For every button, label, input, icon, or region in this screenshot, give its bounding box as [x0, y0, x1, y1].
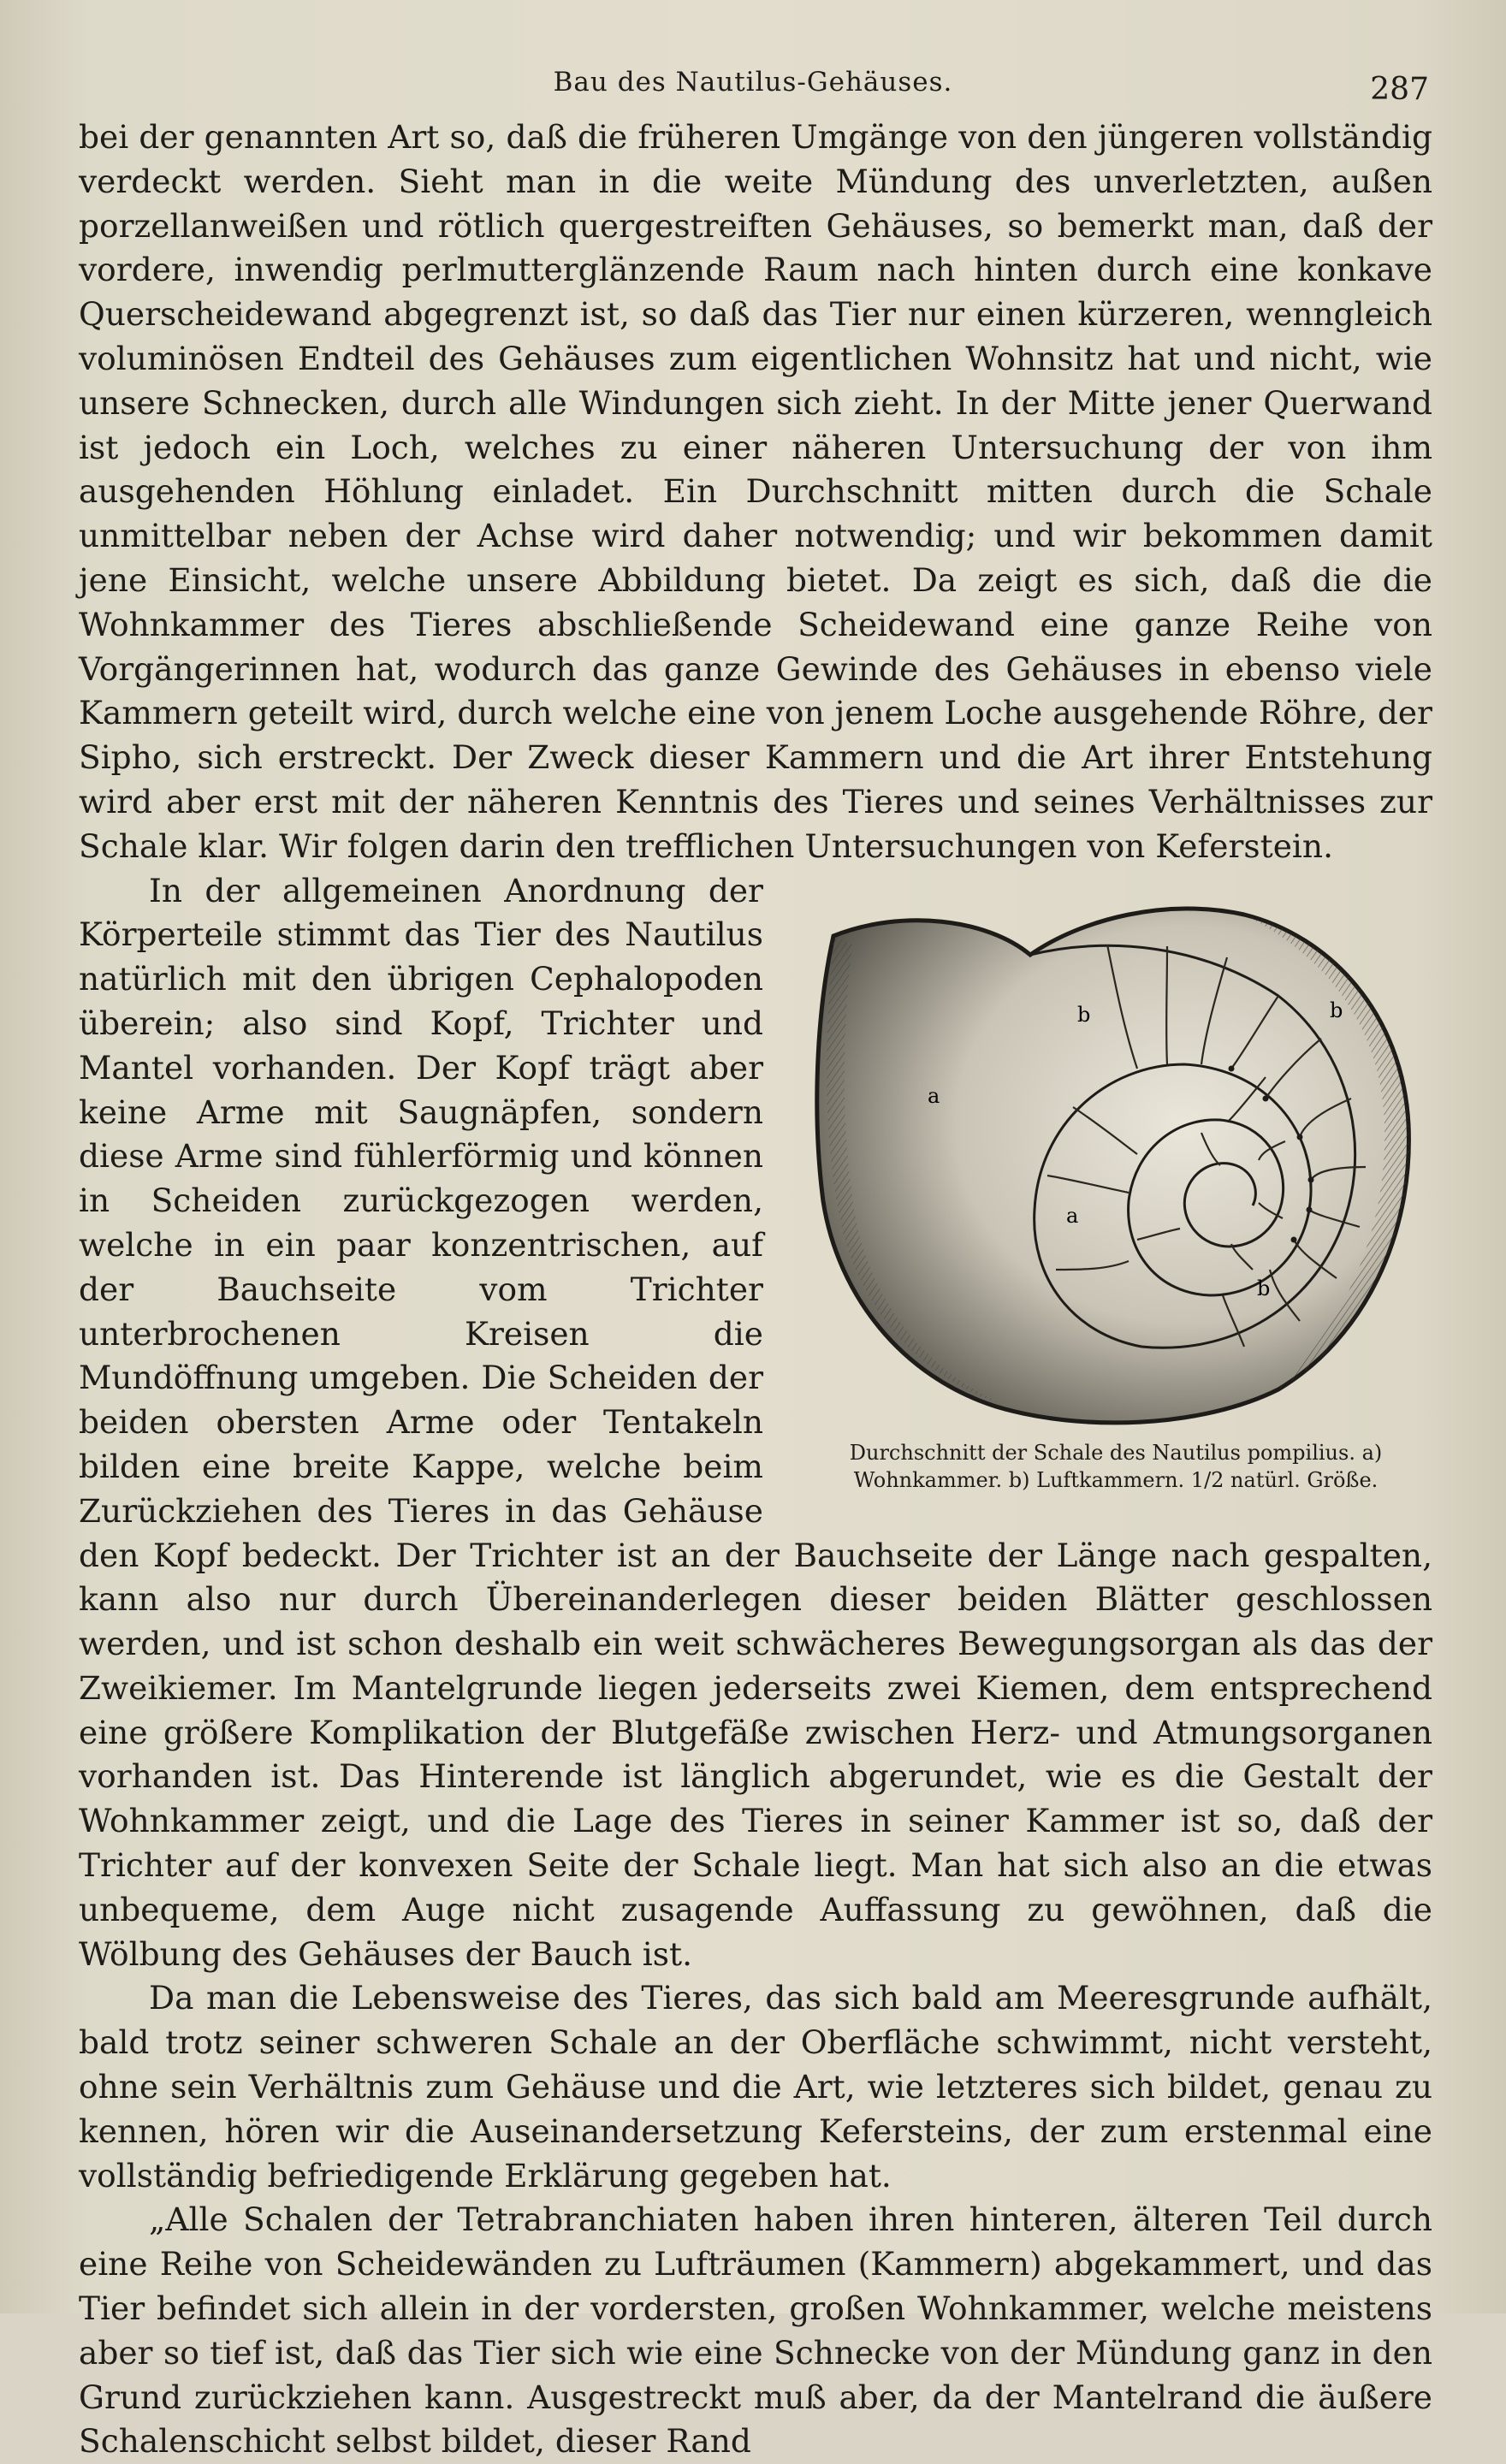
paragraph-4: „Alle Schalen der Tetrabranchiaten haben ihren hinteren, älteren Teil durch eine Reihe von Scheidewänden zu Lufträumen (Kammern) abgekammert, und das Tier befindet sich allein in der vordersten, großen Wohnkammer, welche meistens aber so tief ist, daß das Tier sich wie eine Schnecke von der Mündung ganz in den Grund zurückziehen kann. Ausgestreckt muß aber, da der Mantelrand die äußere Schalenschicht selbst bildet, dieser Rand: [79, 2200, 1432, 2461]
paragraph-3: Da man die Lebensweise des Tieres, das sich bald am Meeresgrunde aufhält, bald trotz seiner schweren Schale an der Oberfläche schwimmt, nicht versteht, ohne sein Verhältnis zum Gehäuse und die Art, wie letzteres sich bildet, genau zu kennen, hören wir die Auseinandersetzung Kefersteins, der zum erstenmal eine vollständig befriedigende Erklärung gegeben hat.: [79, 1979, 1432, 2194]
label-b-bottom: b: [1257, 1276, 1271, 1300]
label-a-upper: a: [928, 1083, 940, 1108]
paragraph-1: [79, 116, 1432, 869]
label-a-lower: a: [1066, 1203, 1079, 1228]
body-text: [79, 116, 1432, 2464]
figure-caption: Durchschnitt der Schale des Nautilus pompilius. a) Wohnkammer. b) Luftkammern. 1/2 natürl. Größe.: [849, 1440, 1383, 1492]
page-header: [77, 67, 1429, 118]
nautilus-shell-section-illustration: [799, 893, 1432, 1432]
paragraph-2: In der allgemeinen Anordnung der Körperteile stimmt das Tier des Nautilus natürlich mit den übrigen Cephalopoden überein; also sind Kopf, Trichter und Mantel vorhanden. Der Kopf trägt aber keine Arme mit Saugnäpfen, sondern diese Arme sind fühlerförmig und können in Scheiden zurückgezogen werden, welche in ein paar konzentrischen, auf der Bauchseite vom Trichter unterbrochenen Kreisen die Mundöffnung umgeben. Die Scheiden der beiden obersten Arme oder Tentakeln bilden eine breite Kappe, welche beim Zurückziehen des Tieres in das Gehäuse den Kopf bedeckt. Der Trichter ist an der Bauchseite der Länge nach gespalten, kann also nur durch Übereinanderlegen dieser beiden Blätter geschlossen werden, und ist schon deshalb ein weit schwächeres Bewegungsorgan als das der Zweikiemer. Im Mantelgrunde liegen jederseits zwei Kiemen, dem entsprechend eine größere Komplikation der Blutgefäße zwischen Herz- und Atmungsorganen vorhanden ist. Das Hinterende ist länglich abgerundet, wie es die Gestalt der Wohnkammer zeigt, und die Lage des Tieres in seiner Kammer ist so, daß der Trichter auf der konvexen Seite der Schale liegt. Man hat sich also an die etwas unbequeme, dem Auge nicht zusagende Auffassung zu gewöhnen, daß die Wölbung des Gehäuses der Bauch ist.: [79, 871, 1432, 1973]
label-b-left: b: [1077, 1002, 1091, 1027]
paragraph-1-lead: bei der genannten Art so, daß die früheren Umgänge von den jüngeren vollständig verdeckt werden. Sieht man in die weite Mündung des unverletzten, außen porzellanweißen und rötlich quergestreiften Gehäuses, so bemerkt man, daß der vordere, inwendig perlmutterglänzende Raum nach hinten durch eine konkave Querscheidewand abgegrenzt ist, so daß das Tier nur einen kürzeren, wenngleich voluminösen Endteil des Gehäuses zum eigentlichen Wohnsitz hat und nicht, wie unsere Schnecken, durch alle Windungen sich zieht. In der Mitte jener Querwand ist jedoch ein Loch, welches zu einer näheren Untersuchung der von ihm ausgehenden Höhlung einladet. Ein Durchschnitt mitten durch die Schale unmittelbar neben der Achse wird daher notwendig; und wir bekommen damit jene Einsicht, welche unsere Abbildung bietet. Da zeigt es sich, daß die die Wohnkammer des Tieres abschließende Scheidewand eine ganze Reihe von Vorgängerinnen hat, wodurch das ganze Gewinde des Gehäuses in ebenso viele Kammern geteilt wird, durch welche eine von jenem Loche ausgehende Röhre, der Sipho, sich erstreckt. Der Zweck dieser Kammern und die Art ihrer Entstehung wird aber erst mit der näheren Kenntnis des Tieres und seines Verhältnisses zur Schale klar. Wir folgen darin den trefflichen Untersuchungen von Keferstein.: [79, 118, 1432, 865]
running-title: Bau des Nautilus-Gehäuses.: [553, 67, 953, 98]
nautilus-figure: [799, 893, 1432, 1522]
label-b-right: b: [1330, 998, 1343, 1022]
page-number: 287: [1370, 72, 1429, 107]
